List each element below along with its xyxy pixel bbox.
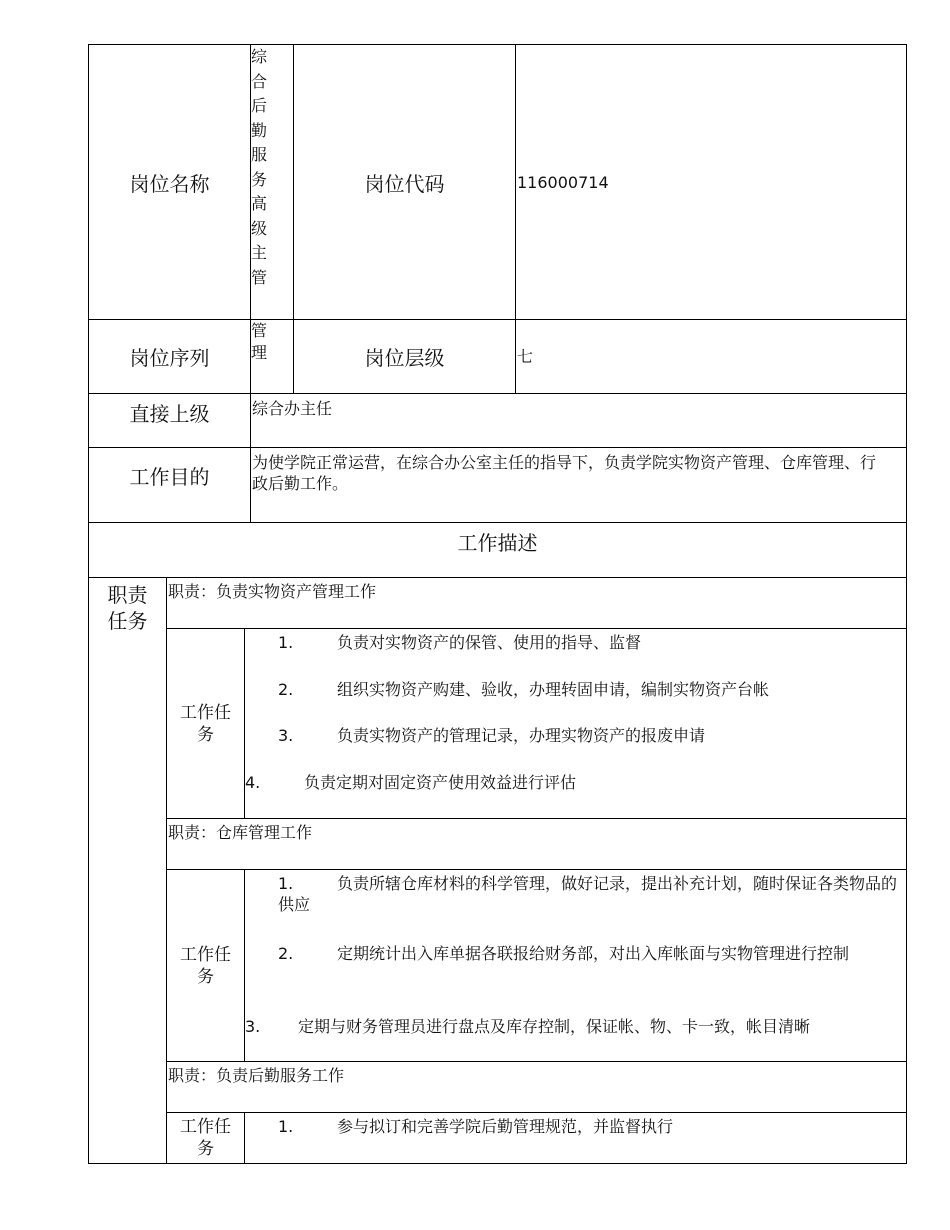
list-item: 4. 负责定期对固定资产使用效益进行评估 (245, 773, 577, 792)
list-item: 1. 负责对实物资产的保管、使用的指导、监督 (278, 633, 642, 652)
task-list-2 (244, 869, 907, 1063)
duty-title-3: 职责：负责后勤服务工作 (166, 1061, 907, 1113)
duty-title-1: 职责：负责实物资产管理工作 (166, 577, 907, 629)
list-item: 3. 负责实物资产的管理记录，办理实物资产的报废申请 (278, 726, 706, 745)
section-title: 工作描述 (88, 522, 907, 578)
task-label-2: 工作任务 (166, 869, 245, 1063)
duty-label: 职责任务 (107, 583, 148, 633)
job-description-table (88, 44, 907, 1164)
list-item: 1. 负责所辖仓库材料的科学管理，做好记录，提出补充计划，随时保证各类物品的供应 (278, 874, 898, 914)
purpose-label: 工作目的 (88, 447, 251, 523)
task-label-1: 工作任务 (166, 628, 245, 819)
list-item: 2. 组织实物资产购建、验收，办理转固申请，编制实物资产台帐 (278, 680, 770, 699)
post-code-value: 116000714 (515, 44, 907, 320)
post-level-label: 岗位层级 (293, 319, 516, 394)
task-list-1 (244, 628, 907, 819)
post-name-label: 岗位名称 (88, 44, 251, 320)
duty-column (88, 577, 167, 1164)
superior-value: 综合办主任 (250, 393, 907, 448)
post-series-value: 管理 (250, 319, 294, 394)
list-item: 3. 定期与财务管理员进行盘点及库存控制，保证帐、物、卡一致，帐目清晰 (245, 1017, 811, 1036)
list-item: 2. 定期统计出入库单据各联报给财务部，对出入库帐面与实物管理进行控制 (278, 944, 850, 963)
duty-title-2: 职责：仓库管理工作 (166, 818, 907, 870)
post-series-label: 岗位序列 (88, 319, 251, 394)
list-item: 1. 参与拟订和完善学院后勤管理规范，并监督执行 (278, 1117, 674, 1136)
task-label-3: 工作任务 (166, 1112, 245, 1164)
post-code-label: 岗位代码 (293, 44, 516, 320)
superior-label: 直接上级 (88, 393, 251, 448)
purpose-value: 为使学院正常运营，在综合办公室主任的指导下，负责学院实物资产管理、仓库管理、行政后勤工作。 (250, 447, 907, 523)
post-level-value: 七 (515, 319, 907, 394)
post-name-value: 综合后勤服务高级主管 (250, 44, 294, 320)
task-list-3 (244, 1112, 907, 1164)
